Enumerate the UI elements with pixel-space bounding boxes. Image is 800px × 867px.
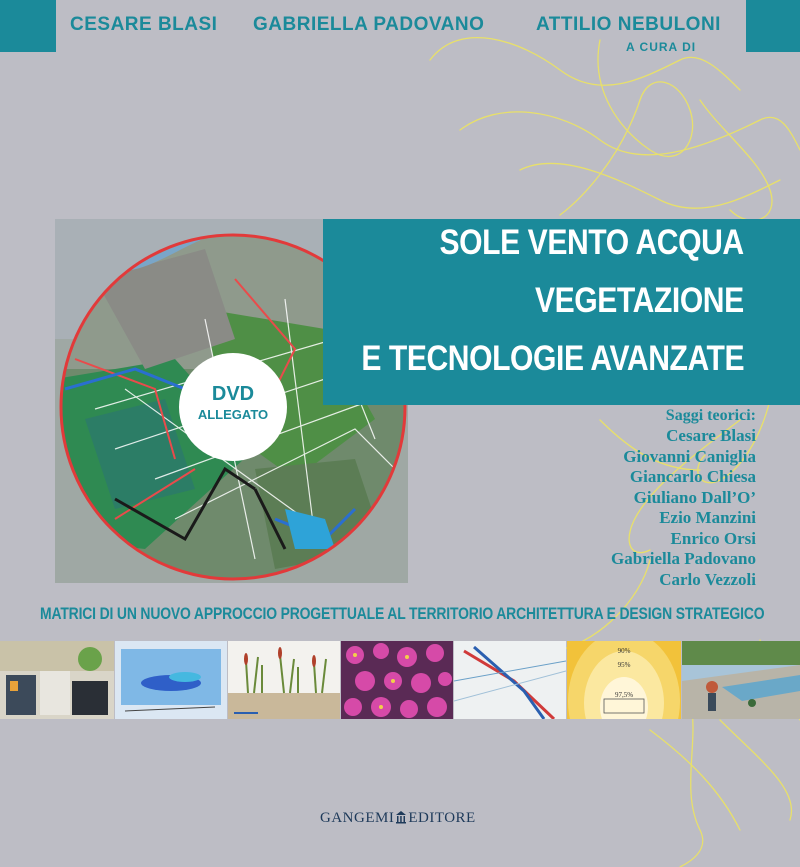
simulation-thumbnail bbox=[115, 641, 227, 719]
dvd-label: DVD bbox=[211, 383, 255, 405]
essay-author: Ezio Manzini bbox=[659, 508, 756, 527]
publisher-name: EDITORE bbox=[408, 810, 476, 826]
subtitle: MATRICI DI UN NUOVO APPROCCIO PROGETTUALE AL TERRITORIO ARCHITETTURA E DESIGN STRATEGICO bbox=[40, 604, 765, 623]
essay-author: Giancarlo Chiesa bbox=[629, 467, 756, 486]
essay-author: Gabriella Padovano bbox=[611, 549, 756, 568]
flowers-photo-thumbnail bbox=[341, 641, 453, 719]
essay-author: Carlo Vezzoli bbox=[659, 569, 756, 589]
top-right-accent bbox=[746, 0, 800, 52]
dvd-sublabel: ALLEGATO bbox=[197, 407, 269, 422]
thumbnail-strip bbox=[0, 641, 800, 719]
essay-author: Enrico Orsi bbox=[670, 528, 756, 548]
author-name: ATTILIO NEBULONI bbox=[536, 14, 721, 35]
temple-logo-icon bbox=[395, 810, 407, 824]
title-block bbox=[323, 219, 800, 405]
diagram-label: 97,5% bbox=[614, 691, 634, 699]
vegetation-diagram-thumbnail bbox=[228, 641, 340, 719]
diagram-label: 90% bbox=[617, 647, 631, 655]
urban-park-thumbnail bbox=[682, 641, 800, 719]
essays-label: Saggi teorici: bbox=[665, 407, 756, 424]
essays-list bbox=[611, 406, 756, 590]
essay-author: Giovanni Caniglia bbox=[623, 446, 756, 466]
top-left-accent bbox=[0, 0, 56, 52]
author-name: GABRIELLA PADOVANO bbox=[253, 14, 485, 35]
essay-author: Cesare Blasi bbox=[666, 426, 756, 445]
editor-note: A CURA DI bbox=[626, 40, 697, 54]
flow-lines-thumbnail bbox=[454, 641, 566, 719]
sun-diagram-thumbnail bbox=[567, 641, 681, 719]
office-photo-thumbnail bbox=[0, 641, 114, 719]
author-name: CESARE BLASI bbox=[70, 14, 218, 35]
diagram-label: 95% bbox=[617, 661, 631, 669]
publisher-name: GANGEMI bbox=[320, 810, 395, 826]
publisher-mark bbox=[320, 810, 476, 827]
title-line: VEGETAZIONE bbox=[535, 281, 744, 320]
essay-author: Giuliano Dall’O’ bbox=[633, 487, 756, 507]
title-line: E TECNOLOGIE AVANZATE bbox=[361, 339, 744, 378]
title-line: SOLE VENTO ACQUA bbox=[439, 223, 744, 262]
